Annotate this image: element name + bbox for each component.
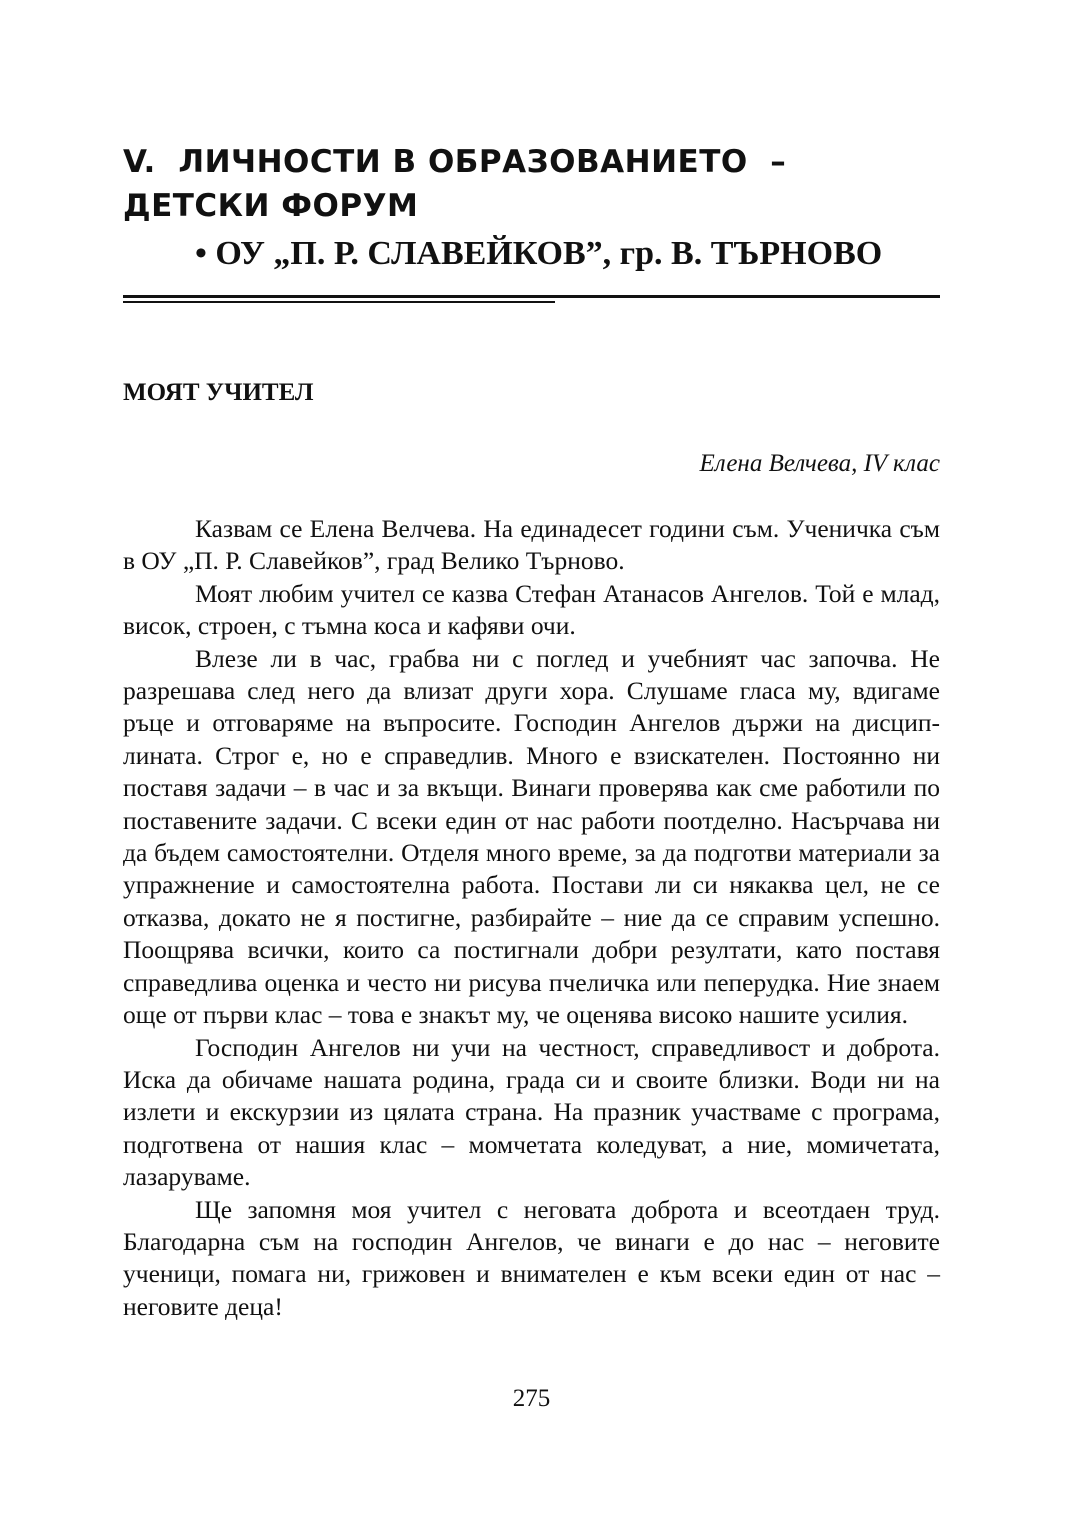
school-subtitle: • ОУ „П. Р. СЛАВЕЙКОВ”, гр. В. ТЪРНОВО xyxy=(195,235,883,272)
book-page xyxy=(123,0,940,1530)
page-number: 275 xyxy=(512,1385,551,1412)
essay-paragraph: Влезе ли в час, грабва ни с поглед и учебният час започва. Не разрешава след него да влизат други хора. Слушаме гласа му, вдигаме ръце и отговаряме на въпросите. Господин Ангелов държи на дисциплината. Строг е, но е справедлив. Много е взискателен. Постоянно ни поставя задачи – в час и за вкъщи. Винаги проверява как сме работили по поставените задачи. С всеки един от нас работи поотделно. Насърчава ни да бъдем самостоятелни. Отделя много време, за да подготви материали за упражнение и самостоятелна работа. Постави ли си някаква цел, не се отказва, докато не я постигне, разбирайте – ние да се справим успешно. Поощрява всички, които са постигнали добри резултати, като поставя справедлива оценка и често ни рисува пчеличка или пеперудка. Ние знаем още от първи клас – това е знакът му, че оценява високо нашите усилия. xyxy=(123,643,940,1030)
section-rule-short xyxy=(123,301,555,303)
essay-paragraph: Моят любим учител се казва Стефан Атанасов Ангелов. Той е млад, висок, строен, с тъмна коса и кафяви очи. xyxy=(123,578,940,641)
chapter-title-line-2: ДЕТСКИ ФОРУМ xyxy=(123,188,419,224)
essay-body xyxy=(123,513,940,1323)
essay-paragraph: Господин Ангелов ни учи на честност, справедливост и доброта. Иска да обичаме нашата родина, града си и своите близки. Води ни на излети и екскурзии из цялата страна. На празник участваме с програма, подготвена от нашия клас – момчетата коледуват, а ние, момичетата, лазаруваме. xyxy=(123,1032,940,1192)
chapter-title-line-1: V. ЛИЧНОСТИ В ОБРАЗОВАНИЕТО – xyxy=(123,144,787,180)
essay-author: Елена Велчева, IV клас xyxy=(699,450,940,477)
essay-paragraph: Казвам се Елена Велчева. На единадесет години съм. Ученичка съм в ОУ „П. Р. Славейков”, град Велико Търново. xyxy=(123,514,940,576)
chapter-title xyxy=(123,140,940,228)
essay-paragraph: Ще запомня моя учител с неговата доброта и всеотдаен труд. Благодарна съм на господин Ангелов, че винаги е до нас – неговите ученици, помага ни, грижовен и внимателен е към всеки един от нас – неговите деца! xyxy=(123,1194,940,1321)
section-rule-long xyxy=(123,295,940,298)
essay-title: МОЯТ УЧИТЕЛ xyxy=(123,379,314,406)
